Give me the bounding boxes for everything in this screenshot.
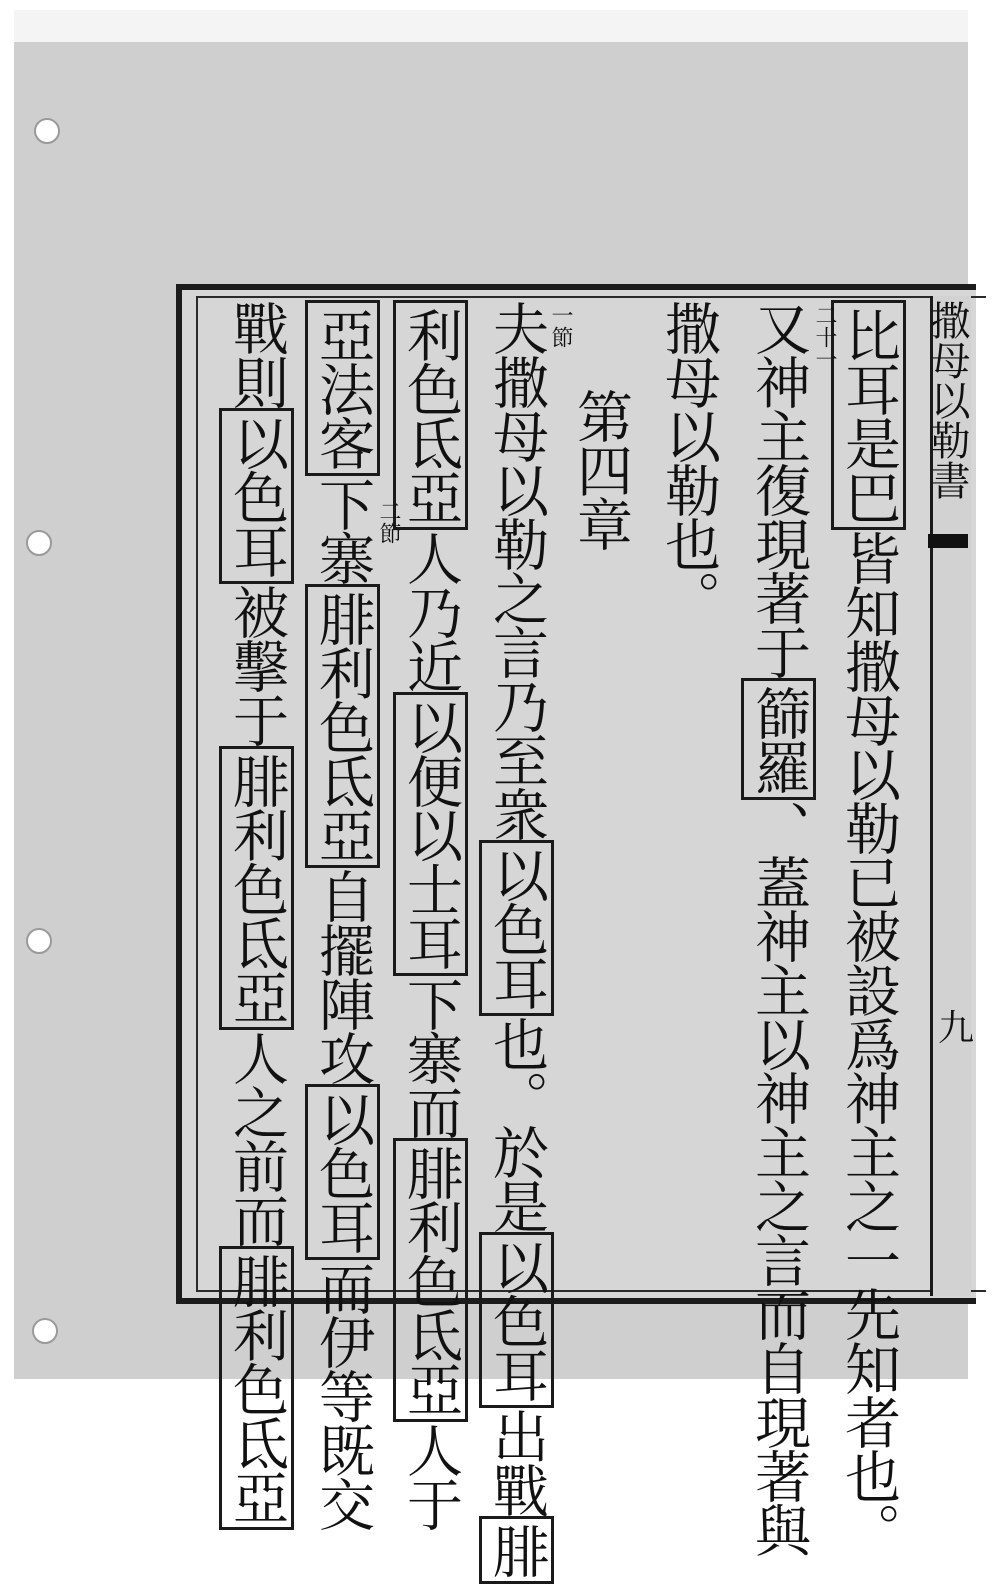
- text-segment: 被擊于: [224, 584, 289, 746]
- text-column: [484, 300, 549, 1584]
- text-segment: 人乃近: [398, 530, 463, 692]
- text-column: [398, 300, 463, 1530]
- text-column: [310, 300, 375, 1530]
- text-column: [836, 300, 901, 1556]
- proper-name: 以色耳: [479, 1232, 554, 1408]
- binder-hole: [26, 928, 52, 954]
- binder-hole: [26, 530, 52, 556]
- text-segment: 夫撒母以勒之言乃至衆: [484, 300, 549, 840]
- proper-name: 腓利色氐亞: [219, 1246, 294, 1530]
- proper-name: 以色耳: [479, 840, 554, 1016]
- proper-name: 腓利色氐亞: [305, 584, 380, 868]
- text-segment: 第四章: [568, 388, 633, 550]
- text-segment: 出戰: [484, 1408, 549, 1516]
- proper-name: 腓: [479, 1516, 554, 1584]
- text-segment: 人于: [398, 1422, 463, 1530]
- proper-name: 腓利色氐亞: [219, 746, 294, 1030]
- text-segment: 自擺陣攻: [310, 868, 375, 1084]
- verse-marker: 二節: [376, 500, 401, 544]
- proper-name: 篩羅: [741, 678, 816, 800]
- proper-name: 比耳是巴: [831, 300, 906, 530]
- verse-marker: 一節: [548, 304, 573, 348]
- scan-top-edge: [14, 10, 968, 42]
- book-title: 撒母以勒書: [924, 300, 970, 500]
- text-segment: 人之前而: [224, 1030, 289, 1246]
- text-segment: 下寨: [310, 476, 375, 584]
- text-column: [746, 300, 811, 1556]
- text-segment: 也。於是: [484, 1016, 549, 1232]
- chapter-heading: [568, 388, 633, 550]
- page-number: 九: [938, 1008, 975, 1049]
- text-column: [656, 300, 721, 624]
- text-segment: 、蓋神主以神主之言而自現著與: [746, 800, 811, 1556]
- text-segment: 而伊等既交: [310, 1260, 375, 1530]
- proper-name: 腓利色氐亞: [393, 1138, 468, 1422]
- fishtail-mark: [928, 534, 968, 548]
- binder-hole: [34, 118, 60, 144]
- text-segment: 撒母以勒也: [656, 300, 721, 570]
- proper-name: 以色耳: [219, 408, 294, 584]
- text-segment: 戰則: [224, 300, 289, 408]
- proper-name: 亞法客: [305, 300, 380, 476]
- binder-hole: [32, 1318, 58, 1344]
- text-segment: 。: [656, 570, 721, 624]
- proper-name: 以便以士耳: [393, 692, 468, 976]
- text-segment: 皆知撒母以勒已被設爲神主之一先知者也: [836, 530, 901, 1502]
- verse-marker: 二十一: [812, 304, 837, 370]
- proper-name: 利色氐亞: [393, 300, 468, 530]
- text-segment: 。: [836, 1502, 901, 1556]
- text-segment: 下寨而: [398, 976, 463, 1138]
- text-column: [224, 300, 289, 1530]
- proper-name: 以色耳: [305, 1084, 380, 1260]
- text-segment: 又神主復現著于: [746, 300, 811, 678]
